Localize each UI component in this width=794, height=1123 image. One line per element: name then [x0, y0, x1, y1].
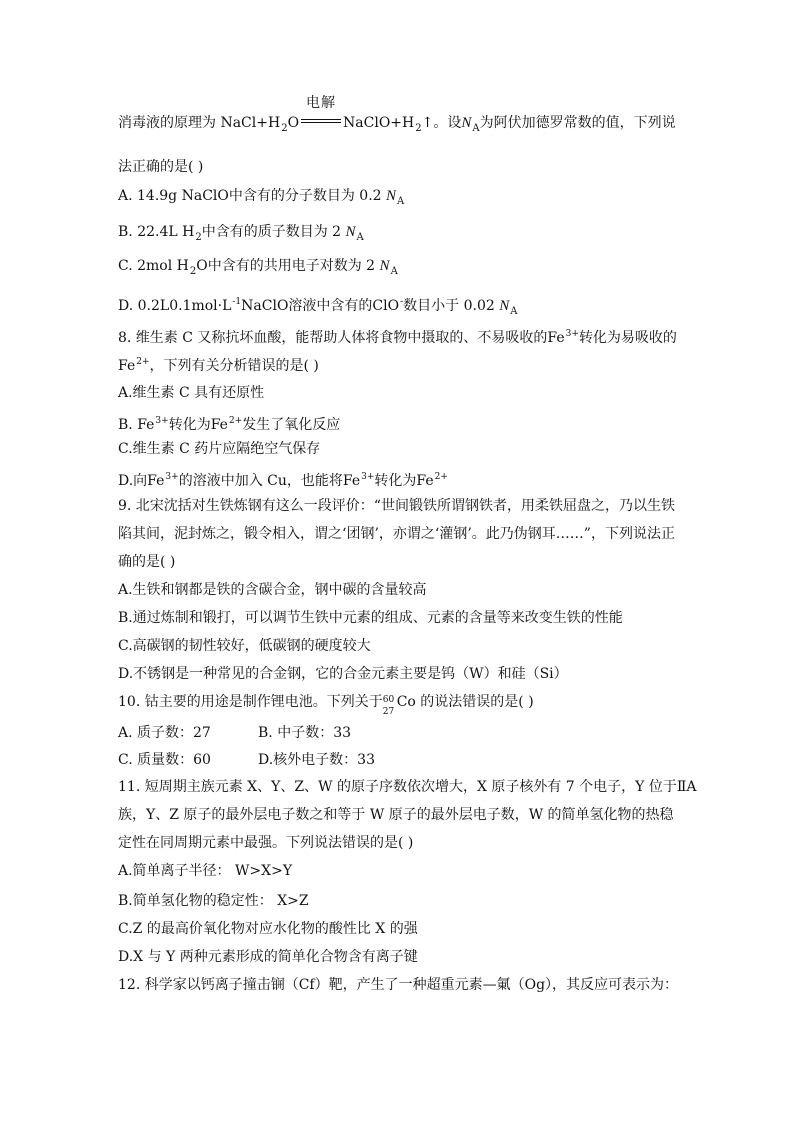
electrolysis-condition: 电解	[306, 95, 337, 111]
q9-stem-line3: 确的是( )	[118, 554, 176, 570]
q11-option-b: B.简单氢化物的稳定性： X>Z	[118, 893, 309, 909]
cobalt-isotope-notation: 60 27	[382, 695, 395, 717]
q10-option-a: A. 质子数：27	[118, 725, 211, 741]
q7-option-c: C. 2mol $H_2O$中含有的共用电子对数为 2 $N_A$	[118, 258, 398, 277]
q10-stem: 10. 钴主要的用途是制作锂电池。下列关于 60 27 Co 的说法错误的是( )	[118, 694, 534, 717]
q11-option-d: D.X 与 Y 两种元素形成的简单化合物含有离子键	[118, 949, 418, 965]
q8-option-c: C.维生素 C 药片应隔绝空气保存	[118, 441, 321, 457]
q7-stem-line1: 消毒液的原理为 $NaCl+H_2O$ 电解 $NaClO+H_2↑$。设$N_A$为阿伏加德罗常数的值，下列说	[118, 95, 676, 134]
electrolysis-arrow	[299, 95, 343, 133]
q7-option-d: D. $0.2L0.1mol\cdot L^{-1}NaClO$溶液中含有的ClO-数目小于 0.02 $N_A$	[118, 297, 518, 317]
q9-stem-line2: 陷其间，泥封炼之，锻令相入，谓之‘团钢’，亦谓之‘灌钢’。此乃伪钢耳……”，下列说法正	[118, 526, 675, 542]
q7-option-b: B. 22.4L $H_2$中含有的质子数目为 2 $N_A$	[118, 224, 364, 243]
q11-stem-line1: 11. 短周期主族元素 X、Y、Z、W 的原子序数依次增大，X 原子核外有 7 个电子，Y 位于ⅡA	[118, 779, 697, 795]
q7-stem-line2: 法正确的是( )	[118, 159, 204, 175]
q8-option-a: A.维生素 C 具有还原性	[118, 385, 265, 401]
q7-option-a: A. 14.9g NaClO中含有的分子数目为 0.2 $N_A$	[118, 188, 405, 207]
q10-option-b: B. 中子数：33	[258, 725, 352, 741]
q11-option-c: C.Z 的最高价氧化物对应水化物的酸性比 X 的强	[118, 921, 418, 937]
q9-option-d: D.不锈钢是一种常见的合金钢，它的合金元素主要是钨（W）和硅（Si）	[118, 666, 568, 682]
q8-option-b: B. $Fe^{3+}$转化为$Fe^{2+}$发生了氧化反应	[118, 416, 341, 433]
q8-stem-line1: 8. 维生素 C 又称抗坏血酸，能帮助人体将食物中摄取的、不易吸收的$Fe^{3+}$转化为易吸收的	[118, 329, 677, 346]
q9-option-b: B.通过炼制和锻打，可以调节生铁中元素的组成、元素的含量等来改变生铁的性能	[118, 610, 623, 626]
q9-stem-line1: 9. 北宋沈括对生铁炼钢有这么一段评价：“世间锻铁所谓钢铁者，用柔铁屈盘之，乃以生铁	[118, 498, 675, 514]
q12-stem-line1: 12. 科学家以钙离子撞击锎（Cf）靶，产生了一种超重元素—氭（Og），其反应可表示为：	[118, 977, 679, 993]
q8-option-d: D.向$Fe^{3+}$的溶液中加入 Cu，也能将$Fe^{3+}$转化为$Fe^{2+}$	[118, 472, 448, 489]
q11-option-a: A.简单离子半径： W>X>Y	[118, 863, 293, 879]
q9-option-c: C.高碳钢的韧性较好，低碳钢的硬度较大	[118, 638, 371, 654]
q8-stem-line2: $Fe^{2+}$，下列有关分析错误的是( )	[118, 357, 319, 374]
q11-stem-line2: 族，Y、Z 原子的最外层电子数之和等于 W 原子的最外层电子数，W 的简单氢化物的热稳	[118, 807, 674, 823]
q10-option-c: C. 质量数：60	[118, 752, 211, 768]
q11-stem-line3: 定性在同周期元素中最强。下列说法错误的是( )	[118, 835, 414, 851]
q10-option-d: D.核外电子数：33	[258, 752, 375, 768]
stem-text: 消毒液的原理为 NaCl+H	[118, 115, 281, 131]
q9-option-a: A.生铁和钢都是铁的含碳合金，钢中碳的含量较高	[118, 582, 427, 598]
